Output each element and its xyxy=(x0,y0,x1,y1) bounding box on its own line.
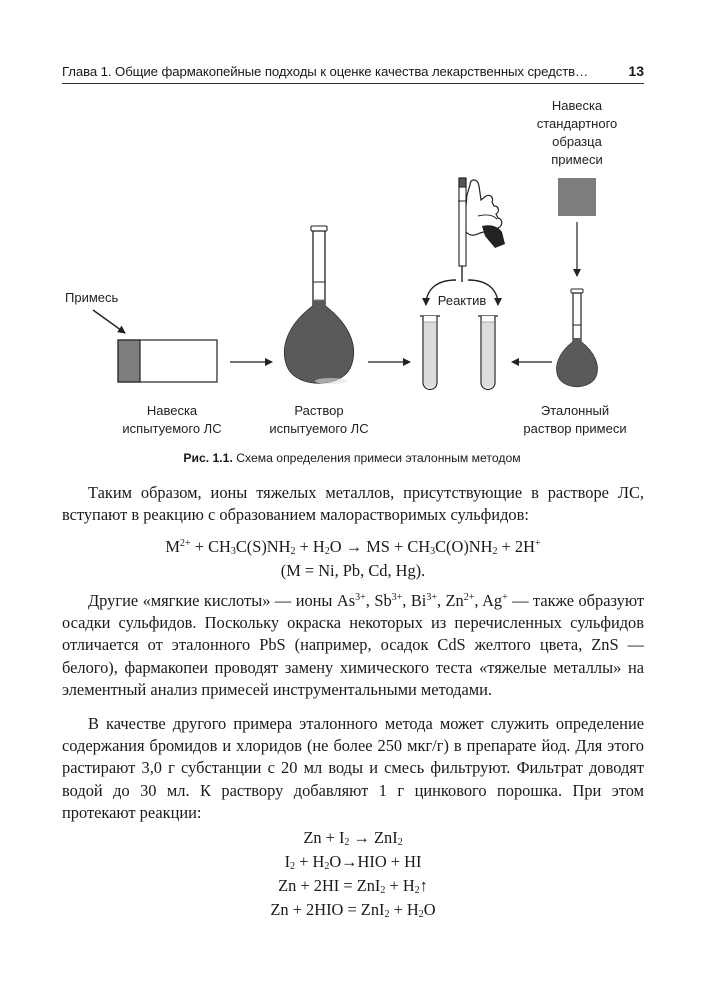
impurity-swatch xyxy=(118,340,140,382)
equation-metals-note: (M = Ni, Pb, Cd, Hg). xyxy=(280,561,426,580)
equation-zinc-4: $Zn + 2HIO = ZnI_2 + H_2O$ xyxy=(270,900,436,920)
test-sample-strip xyxy=(118,340,217,382)
standard-sample-label-4: примеси xyxy=(551,152,603,167)
paragraph-1-text: Таким образом, ионы тяжелых металлов, присутствующие в растворе ЛС, вступают в реакцию с образованием малорастворимых сульфидов: xyxy=(62,483,644,525)
pipette-hand-icon xyxy=(458,178,505,282)
equation-sulfide xyxy=(62,535,644,583)
figure-scheme xyxy=(0,0,704,470)
impurity-arrow xyxy=(93,310,125,333)
test-solution-label-2: испытуемого ЛС xyxy=(269,421,369,436)
standard-sample-label-1: Навеска xyxy=(551,98,603,113)
standard-sample-label-2: стандартного xyxy=(536,116,618,131)
reagent-label: Реактив xyxy=(437,293,487,308)
caption-prefix: Рис. 1.1. xyxy=(183,451,233,465)
volumetric-flask-reference xyxy=(557,289,597,387)
reference-label-2: раствор примеси xyxy=(523,421,627,436)
volumetric-flask-test xyxy=(285,226,354,384)
equations-zinc xyxy=(62,826,644,922)
impurity-label: Примесь xyxy=(65,290,119,305)
test-tube-left xyxy=(420,316,440,390)
caption-text: Схема определения примеси эталонным методом xyxy=(232,451,521,465)
paragraph-3-text: В качестве другого примера эталонного метода может служить определение содержания бромидов и хлоридов (не более 250 мкг/г) в препарате йод. Для этого растирают 3,0 г субстанции с 20 мл воды и смесь фильтруют. Фильтрат доводят водой до 30 мл. К раствору добавляют 1 г цинкового порошка. При этом протекают реакции: xyxy=(62,714,644,822)
equation-zinc-1: $Zn + I_2 \to ZnI_2$ xyxy=(303,828,403,848)
page-number: 13 xyxy=(628,63,644,79)
equation-sulfide-line: $M^{2+} + CH_3C(S)NH_2 + H_2O$ → MS + $CH_3C(O)NH_2 + 2H^+$ xyxy=(165,537,541,557)
test-sample-label-1: Навеска xyxy=(146,403,198,418)
reference-label-1: Эталонный xyxy=(540,403,610,418)
test-solution-label-1: Раствор xyxy=(294,403,344,418)
figure-caption xyxy=(0,451,704,465)
test-sample-label-2: испытуемого ЛС xyxy=(122,421,222,436)
paragraph-3 xyxy=(62,713,644,824)
standard-sample-square xyxy=(558,178,596,216)
paragraph-2-text: Другие «мягкие кислоты» — ионы $As^{3+}$, $Sb^{3+}$, $Bi^{3+}$, $Zn^{2+}$, Ag+ — также образуют осадки сульфидов. Поскольку окраска некоторых из перечисленных сульфидов отличается от эталонного PbS (например, осадок CdS желтого цвета, ZnS — белого), фармакопеи проводят замену химического теста «тяжелые металлы» на элементный анализ примесей инструментальными методами. xyxy=(62,591,645,699)
equation-zinc-2: $I_2 + H_2O\to HIO$ + HI xyxy=(284,852,422,872)
paragraph-2 xyxy=(62,590,644,701)
standard-sample-label-3: образца xyxy=(552,134,602,149)
equation-zinc-3: $Zn + 2HI = ZnI_2 + H_2↑$ xyxy=(278,876,428,896)
test-tube-right xyxy=(478,316,498,390)
paragraph-1 xyxy=(62,482,644,526)
chapter-title: Глава 1. Общие фармакопейные подходы к оценке качества лекарственных средств… xyxy=(62,64,589,79)
